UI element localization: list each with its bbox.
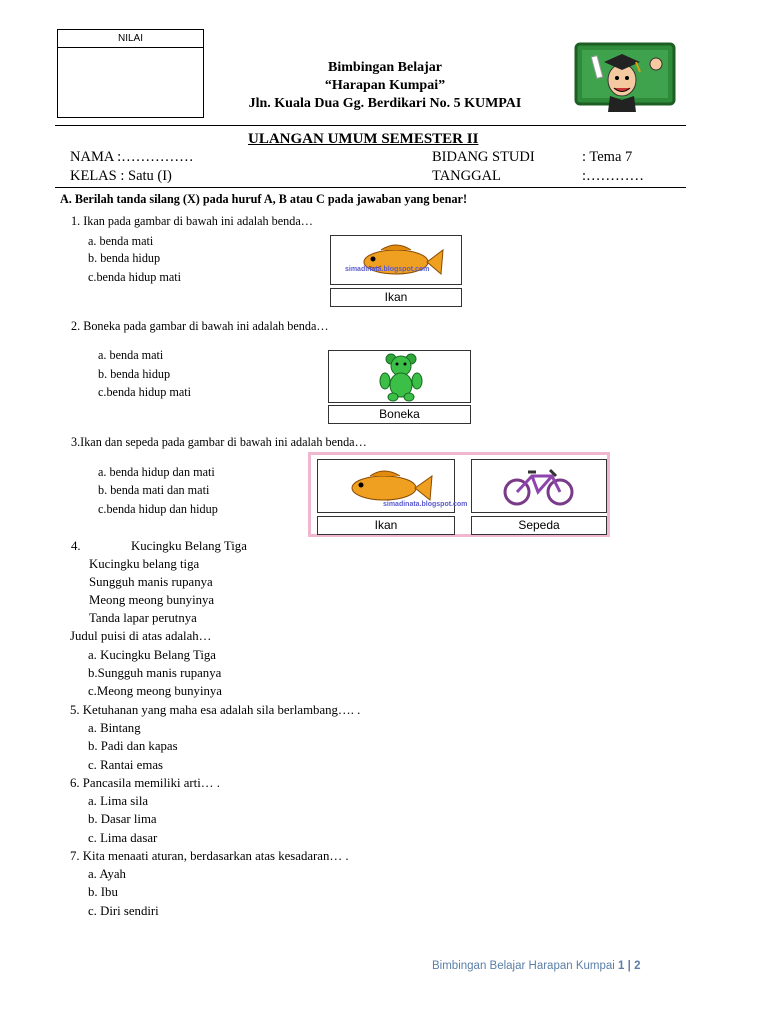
- q1-option-c: c.benda hidup mati: [88, 270, 182, 284]
- q6-option-a: a. Lima sila: [88, 794, 149, 808]
- teddy-bear-illustration: [329, 351, 470, 402]
- q4-option-b: b.Sungguh manis rupanya: [88, 666, 222, 680]
- fish-caption: Ikan: [330, 288, 462, 307]
- header-divider: [55, 125, 686, 126]
- fish-image-box: [330, 235, 462, 285]
- subject-value: : Tema 7: [582, 149, 633, 165]
- q7-option-a: a. Ayah: [88, 867, 126, 881]
- poem-line-1: Kucingku belang tiga: [89, 557, 200, 571]
- info-divider: [55, 187, 686, 188]
- q5-option-a: a. Bintang: [88, 721, 141, 735]
- score-label: NILAI: [58, 30, 203, 48]
- subject-label: BIDANG STUDI: [432, 149, 535, 165]
- instruction: A. Berilah tanda silang (X) pada huruf A, B atau C pada jawaban yang benar!: [60, 192, 468, 206]
- poem-line-2: Sungguh manis rupanya: [89, 575, 213, 589]
- question-6: 6. Pancasila memiliki arti… .: [70, 776, 220, 790]
- question-1: 1. Ikan pada gambar di bawah ini adalah benda…: [71, 214, 313, 228]
- poem-line-4: Tanda lapar perutnya: [89, 611, 197, 625]
- q4-option-c: c.Meong meong bunyinya: [88, 684, 222, 698]
- doll-image-box: [328, 350, 471, 403]
- q2-option-a: a. benda mati: [98, 348, 164, 362]
- q7-option-b: b. Ibu: [88, 885, 118, 899]
- exam-title: ULANGAN UMUM SEMESTER II: [248, 131, 479, 147]
- q3-option-a: a. benda hidup dan mati: [98, 465, 215, 479]
- bicycle-illustration: [472, 460, 606, 512]
- class-field: KELAS : Satu (I): [70, 168, 172, 184]
- q5-option-c: c. Rantai emas: [88, 758, 163, 772]
- q1-watermark: simadinata.blogspot.com: [345, 266, 430, 273]
- question-4-number: 4.: [71, 539, 81, 553]
- q1-option-a: a. benda mati: [88, 234, 154, 248]
- q7-option-c: c. Diri sendiri: [88, 904, 159, 918]
- date-label: TANGGAL: [432, 168, 501, 184]
- page-separator: |: [627, 960, 631, 972]
- q3-option-c: c.benda hidup dan hidup: [98, 502, 218, 516]
- q5-option-b: b. Padi dan kapas: [88, 739, 178, 753]
- page-number: 1: [618, 960, 625, 972]
- question-2: 2. Boneka pada gambar di bawah ini adalah benda…: [71, 319, 329, 333]
- poem-line-3: Meong meong bunyinya: [89, 593, 215, 607]
- doll-caption: Boneka: [328, 405, 471, 424]
- q3-option-b: b. benda mati dan mati: [98, 483, 210, 497]
- fish-caption-2: Ikan: [317, 516, 455, 535]
- q4-option-a: a. Kucingku Belang Tiga: [88, 648, 216, 662]
- q3-watermark: simadinata.blogspot.com: [383, 501, 468, 508]
- fish-bicycle-image-frame: [308, 452, 610, 537]
- question-5: 5. Ketuhanan yang maha esa adalah sila berlambang…. .: [70, 703, 361, 717]
- q6-option-c: c. Lima dasar: [88, 831, 158, 845]
- score-box: [57, 29, 204, 118]
- date-value: :…………: [582, 168, 645, 184]
- poem-title: Kucingku Belang Tiga: [131, 539, 247, 553]
- bicycle-image-box: [471, 459, 607, 513]
- q1-option-b: b. benda hidup: [88, 251, 161, 265]
- header-line-2: “Harapan Kumpai”: [324, 78, 446, 93]
- graduate-teacher-logo: [570, 40, 680, 112]
- question-7: 7. Kita menaati aturan, berdasarkan atas kesadaran… .: [70, 849, 349, 863]
- page-footer: [432, 960, 640, 972]
- page-total: 2: [634, 960, 641, 972]
- q6-option-b: b. Dasar lima: [88, 812, 157, 826]
- fish-illustration: [331, 236, 461, 284]
- name-field: NAMA :……………: [70, 149, 194, 165]
- q2-option-c: c.benda hidup mati: [98, 385, 192, 399]
- question-3: 3.Ikan dan sepeda pada gambar di bawah ini adalah benda…: [71, 435, 367, 449]
- header-line-3: Jln. Kuala Dua Gg. Berdikari No. 5 KUMPAI: [248, 96, 522, 111]
- question-4: Judul puisi di atas adalah…: [70, 629, 212, 643]
- footer-text: Bimbingan Belajar Harapan Kumpai: [432, 960, 615, 972]
- bicycle-caption: Sepeda: [471, 516, 607, 535]
- q2-option-b: b. benda hidup: [98, 367, 171, 381]
- header-line-1: Bimbingan Belajar: [328, 60, 442, 75]
